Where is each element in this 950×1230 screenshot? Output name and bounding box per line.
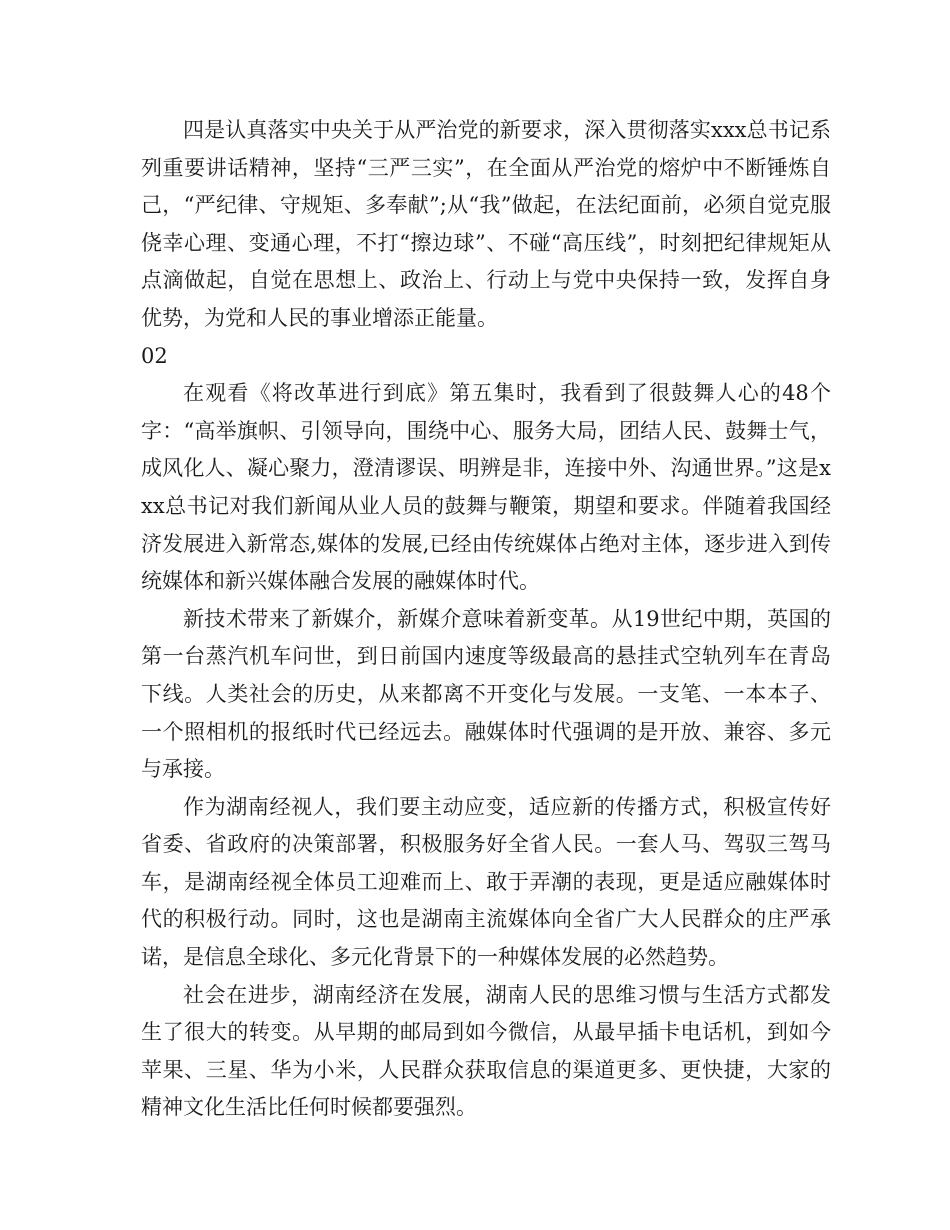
- section-number: 02: [141, 343, 168, 368]
- paragraph-hunan-etv: 作为湖南经视人，我们要主动应变，适应新的传播方式，积极宣传好省委、省政府的决策部署，积极服务好全省人民。一套人马、驾驭三驾马车，是湖南经视全体员工迎难而上、敢于弄潮的表现，更是适应融媒体时代的积极行动。同时，这也是湖南主流媒体向全省广大人民群众的庄严承诺，是信息全球化、多元化背景下的一种媒体发展的必然趋势。: [141, 794, 831, 970]
- document-body: [141, 112, 831, 1127]
- paragraph-social-progress: 社会在进步，湖南经济在发展，湖南人民的思维习惯与生活方式都发生了很大的转变。从早期的邮局到如今微信，从最早插卡电话机，到如今苹果、三星、华为小米，人民群众获取信息的渠道更多、更快捷，大家的精神文化生活比任何时候都要强烈。: [141, 982, 831, 1120]
- paragraph-new-technology: 新技术带来了新媒介，新媒介意味着新变革。从19世纪中期，英国的第一台蒸汽机车问世，到日前国内速度等级最高的悬挂式空轨列车在青岛下线。人类社会的历史，从来都离不开变化与发展。一支笔、一本本子、一个照相机的报纸时代已经远去。融媒体时代强调的是开放、兼容、多元与承接。: [141, 606, 831, 782]
- paragraph-strict-party-discipline: 四是认真落实中央关于从严治党的新要求，深入贯彻落实xxx总书记系列重要讲话精神，坚持“三严三实”，在全面从严治党的熔炉中不断锤炼自己，“严纪律、守规矩、多奉献”;从“我”做起，在法纪面前，必须自觉克服侥幸心理、变通心理，不打“擦边球”、不碰“高压线”，时刻把纪律规矩从点滴做起，自觉在思想上、政治上、行动上与党中央保持一致，发挥自身优势，为党和人民的事业增添正能量。: [141, 118, 831, 330]
- paragraph-48-characters: 在观看《将改革进行到底》第五集时，我看到了很鼓舞人心的48个字：“高举旗帜、引领导向，围绕中心、服务大局，团结人民、鼓舞士气，成风化人、凝心聚力，澄清谬误、明辨是非，连接中外、沟通世界。”这是xxx总书记对我们新闻从业人员的鼓舞与鞭策，期望和要求。伴随着我国经济发展进入新常态,媒体的发展,已经由传统媒体占绝对主体，逐步进入到传统媒体和新兴媒体融合发展的融媒体时代。: [141, 381, 831, 594]
